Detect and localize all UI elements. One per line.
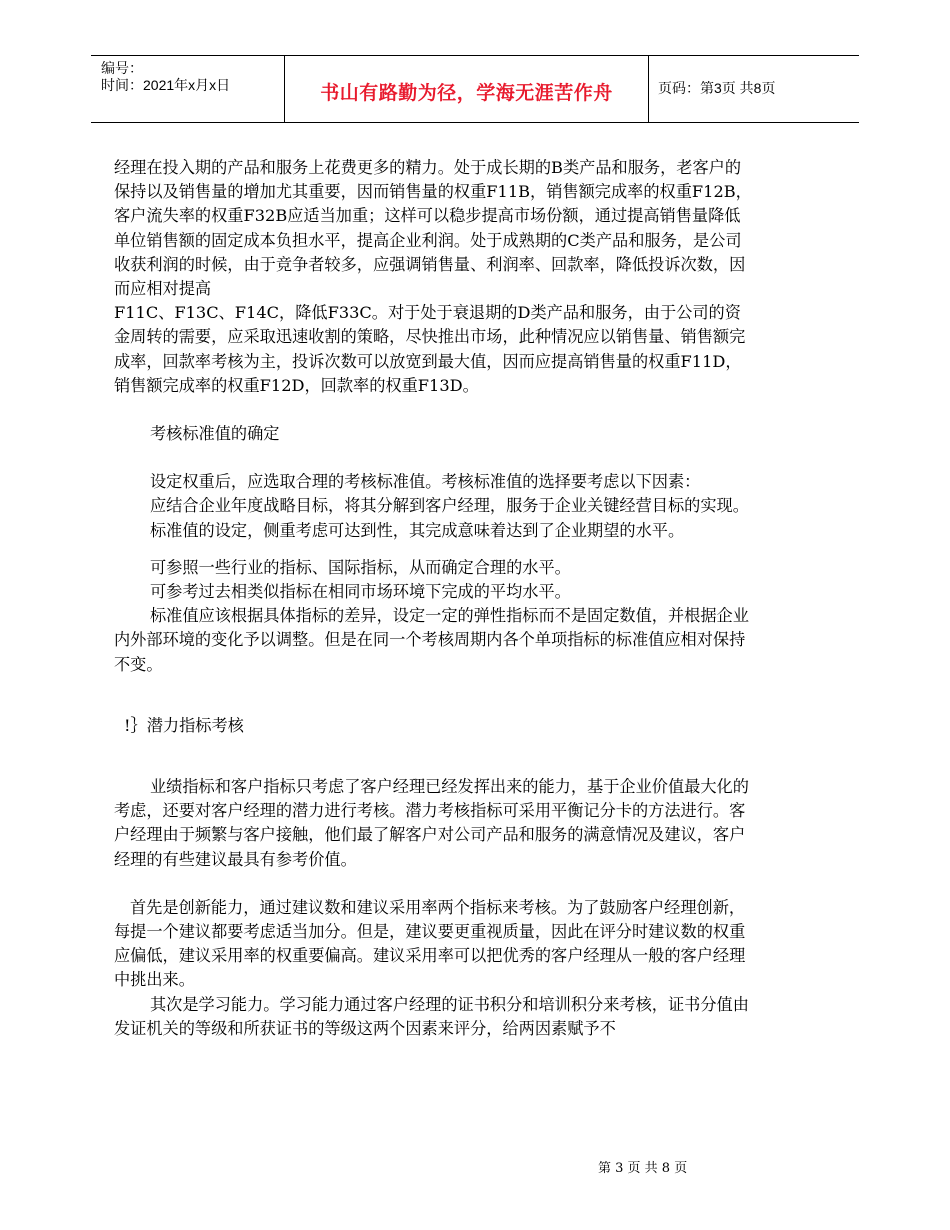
document-body xyxy=(114,156,754,1041)
paragraph-standard-intro: 设定权重后，应选取合理的考核标准值。考核标准值的选择要考虑以下因素： xyxy=(150,472,701,492)
footer-page-number: 第 3 页 共 8 页 xyxy=(598,1161,688,1176)
document-number: 编号： xyxy=(101,60,143,76)
header-meta xyxy=(91,56,284,122)
header-page-number: 页码：第3页 共8页 xyxy=(658,80,776,96)
section-heading-potential: !｝潜力指标考核 xyxy=(124,715,244,735)
paragraph-lifecycle-continued: F11C、F13C、F14C，降低F33C。对于处于衰退期的D类产品和服务，由于公司的资金周转的需要，应采取迅速收割的策略，尽快推出市场，此种情况应以销售量、销售额完成率，回款率考核为主，投诉次数可以放宽到最大值，因而应提高销售量的权重F11D，销售额完成率的权重F12D，回款率的权重F13D。 xyxy=(114,303,746,395)
paragraph-standard-2: 标准值的设定，侧重考虑可达到性，其完成意味着达到了企业期望的水平。 xyxy=(150,520,685,540)
paragraph-learning: 其次是学习能力。学习能力通过客户经理的证书积分和培训积分来考核，证书分值由发证机关的等级和所获证书的等级这两个因素来评分，给两因素赋予不 xyxy=(114,994,749,1038)
document-time: 时间：2021年x月x日 xyxy=(101,77,231,93)
header-motto: 书山有路勤为径，学海无涯苦作舟 xyxy=(320,82,613,104)
paragraph-standard-4: 可参考过去相类似指标在相同市场环境下完成的平均水平。 xyxy=(150,582,571,602)
section-heading-standard: 考核标准值的确定 xyxy=(150,424,280,444)
header-motto-cell xyxy=(284,56,649,122)
paragraph-standard-3: 可参照一些行业的指标、国际指标，从而确定合理的水平。 xyxy=(150,557,571,577)
paragraph-potential-intro: 业绩指标和客户指标只考虑了客户经理已经发挥出来的能力，基于企业价值最大化的考虑，还要对客户经理的潜力进行考核。潜力考核指标可采用平衡记分卡的方法进行。客户经理由于频繁与客户接触，他们最了解客户对公司产品和服务的满意情况及建议，客户经理的有些建议最具有参考价值。 xyxy=(114,777,749,869)
page-header xyxy=(91,55,859,123)
paragraph-lifecycle: 经理在投入期的产品和服务上花费更多的精力。处于成长期的B类产品和服务，老客户的保持以及销售量的增加尤其重要，因而销售量的权重F11B，销售额完成率的权重F12B，客户流失率的权重F32B应适当加重；这样可以稳步提高市场份额，通过提高销售量降低单位销售额的固定成本负担水平，提高企业利润。处于成熟期的C类产品和服务，是公司收获利润的时候，由于竞争者较多，应强调销售量、利润率、回款率，降低投诉次数，因而应相对提高 xyxy=(114,158,752,299)
paragraph-innovation: 首先是创新能力，通过建议数和建议采用率两个指标来考核。为了鼓励客户经理创新，每提一个建议都要考虑适当加分。但是，建议要更重视质量，因此在评分时建议数的权重应偏低，建议采用率的权重要偏高。建议采用率可以把优秀的客户经理从一般的客户经理中挑出来。 xyxy=(114,897,746,990)
paragraph-standard-5: 标准值应该根据具体指标的差异，设定一定的弹性指标而不是固定数值，并根据企业内外部环境的变化予以调整。但是在同一个考核周期内各个单项指标的标准值应相对保持不变。 xyxy=(114,606,749,674)
paragraph-standard-1: 应结合企业年度战略目标，将其分解到客户经理，服务于企业关键经营目标的实现。 xyxy=(150,496,749,516)
